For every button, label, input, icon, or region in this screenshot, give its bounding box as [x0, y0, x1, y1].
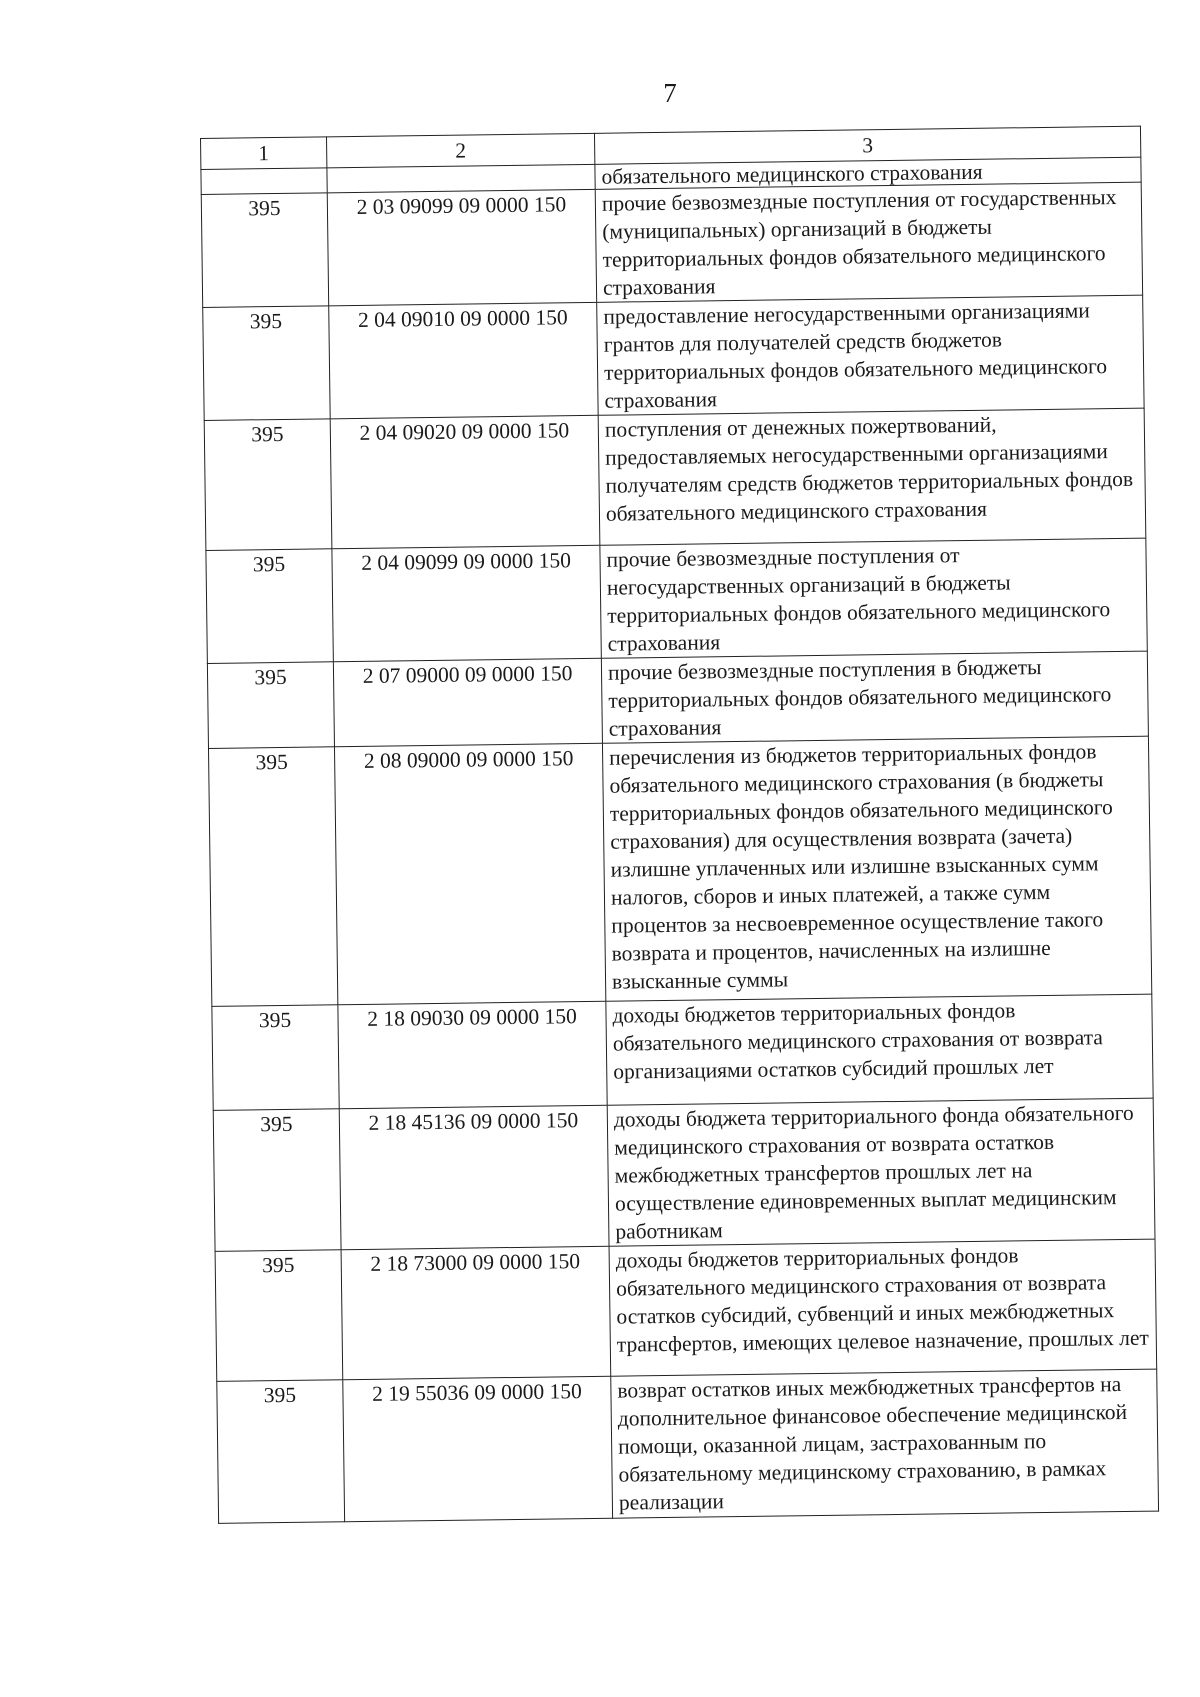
revenue-codes-table — [200, 126, 1159, 1524]
admin-code-cell: 395 — [201, 193, 328, 308]
column-header-1: 1 — [201, 137, 327, 170]
description-cell: перечисления из бюджетов территориальных фондов обязательного медицинского страхования (в бюджеты территориальных фондов обязательного медицинского страхования) для осуществления возврата (зачета) излишне уплаченных или излишне взысканных сумм налогов, сборов и иных платежей, а также сумм процентов за несвоевременное осуществление такого возврата и процентов, начисленных на излишне взысканные суммы — [602, 736, 1151, 1001]
admin-code-cell: 395 — [212, 1005, 339, 1111]
admin-code-cell: 395 — [203, 306, 330, 421]
description-cell: прочие безвозмездные поступления в бюджеты территориальных фондов обязательного медицинского страхования — [601, 651, 1148, 743]
empty-cell — [201, 168, 327, 195]
budget-code-cell: 2 03 09099 09 0000 150 — [327, 189, 596, 305]
description-cell: предоставление негосударственными организациями грантов для получателей средств бюджетов территориальных фондов обязательного медицинского страхования — [597, 295, 1144, 415]
table-row — [217, 1369, 1159, 1523]
description-cell: прочие безвозмездные поступления от государственных (муниципальных) организаций в бюджеты территориальных фондов обязательного медицинского страхования — [595, 182, 1142, 302]
column-header-2: 2 — [326, 133, 594, 168]
table-row — [215, 1239, 1157, 1381]
continuation-text: обязательного медицинского страхования — [595, 157, 1141, 189]
table-row — [206, 538, 1147, 663]
budget-code-cell: 2 18 09030 09 0000 150 — [338, 1001, 607, 1108]
table-row — [204, 408, 1146, 550]
table-row — [208, 736, 1151, 1006]
table-row — [201, 182, 1142, 307]
description-cell: доходы бюджетов территориальных фондов обязательного медицинского страхования от возврата остатков субсидий, субвенций и иных межбюджетных трансфертов, имеющих целевое назначение, прошлых лет — [609, 1239, 1157, 1376]
admin-code-cell: 395 — [217, 1380, 345, 1524]
description-cell: прочие безвозмездные поступления от негосударственных организаций в бюджеты территориальных фондов обязательного медицинского страхования — [600, 538, 1147, 658]
budget-code-cell: 2 18 73000 09 0000 150 — [341, 1246, 611, 1379]
admin-code-cell: 395 — [213, 1109, 341, 1252]
budget-code-cell: 2 07 09000 09 0000 150 — [333, 658, 602, 747]
admin-code-cell: 395 — [206, 549, 333, 664]
budget-code-cell: 2 08 09000 09 0000 150 — [334, 743, 605, 1004]
budget-code-cell: 2 04 09020 09 0000 150 — [330, 415, 600, 548]
table-row — [212, 994, 1153, 1110]
admin-code-cell: 395 — [215, 1250, 343, 1382]
budget-code-cell: 2 04 09099 09 0000 150 — [332, 545, 601, 661]
empty-cell — [327, 164, 595, 193]
description-cell: доходы бюджета территориального фонда обязательного медицинского страхования от возврата остатков межбюджетных трансфертов прошлых лет на осуществление единовременных выплат медицинским работникам — [607, 1098, 1155, 1246]
budget-code-cell: 2 19 55036 09 0000 150 — [343, 1376, 613, 1521]
table-row — [203, 295, 1144, 420]
page-number: 7 — [663, 78, 677, 108]
table-row — [207, 651, 1148, 748]
column-header-3: 3 — [594, 126, 1140, 164]
description-cell: возврат остатков иных межбюджетных трансфертов на дополнительное финансовое обеспечение медицинской помощи, оказанной лицам, застрахованным по обязательному медицинскому страхованию, в рамках реализации — [611, 1369, 1159, 1518]
description-cell: доходы бюджетов территориальных фондов обязательного медицинского страхования от возврата организациями остатков субсидий прошлых лет — [606, 994, 1153, 1105]
admin-code-cell: 395 — [207, 662, 334, 749]
description-cell: поступления от денежных пожертвований, предоставляемых негосударственными организациями получателям средств бюджетов территориальных фондов обязательного медицинского страхования — [598, 408, 1146, 545]
admin-code-cell: 395 — [208, 747, 337, 1007]
table-row — [213, 1098, 1155, 1251]
admin-code-cell: 395 — [204, 419, 332, 551]
budget-code-cell: 2 04 09010 09 0000 150 — [329, 302, 598, 418]
budget-code-cell: 2 18 45136 09 0000 150 — [339, 1105, 609, 1249]
